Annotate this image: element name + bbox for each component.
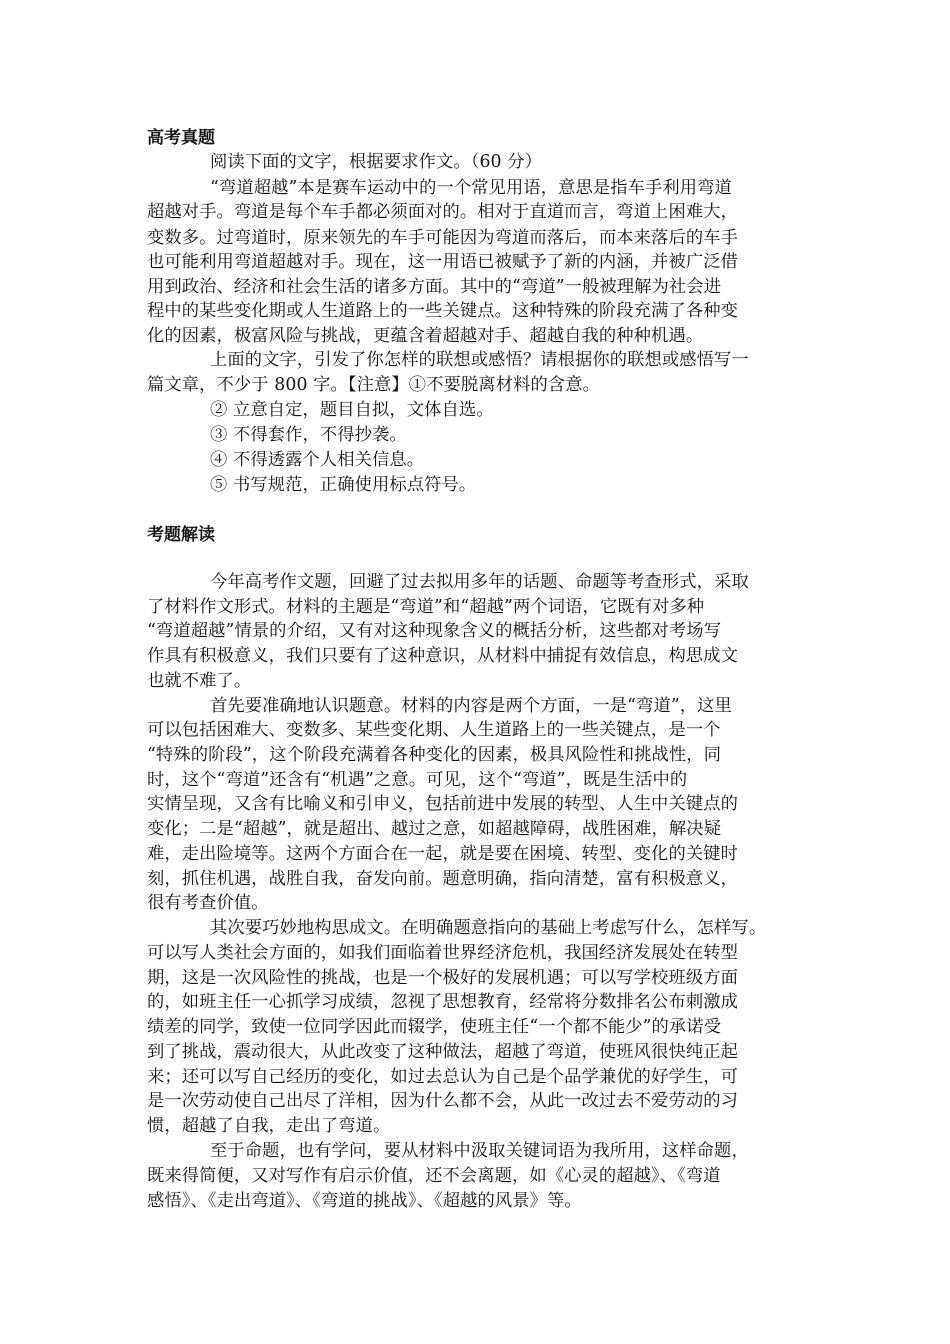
paragraph-line: 实情呈现，又含有比喻义和引申义，包括前进中发展的转型、人生中关键点的 <box>147 794 738 814</box>
paragraph-line: 化的因素，极富风险与挑战，更蕴含着超越对手、超越自我的种种机遇。 <box>147 326 704 346</box>
paragraph-line: 很有考查价值。 <box>147 893 269 913</box>
paragraph-line: 了材料作文形式。材料的主题是“弯道”和“超越”两个词语，它既有对多种 <box>147 597 705 617</box>
paragraph-line: 来；还可以写自己经历的变化，如过去总认为自己是个品学兼优的好学生，可 <box>147 1067 738 1087</box>
paragraph-line: “特殊的阶段”，这个阶段充满着各种变化的因素，极具风险性和挑战性，同 <box>147 745 722 765</box>
paragraph-line: 变数多。过弯道时，原来领先的车手可能因为弯道而落后，而本来落后的车手 <box>147 228 738 248</box>
paragraph-line: 是一次劳动使自己出尽了洋相，因为什么都不会，从此一改过去不爱劳动的习 <box>147 1091 738 1111</box>
paragraph-line: 今年高考作文题，回避了过去拟用多年的话题、命题等考查形式，采取 <box>210 572 749 592</box>
paragraph-line: 程中的某些变化期或人生道路上的一些关键点。这种特殊的阶段充满了各种变 <box>147 301 738 321</box>
paragraph-line: 超越对手。弯道是每个车手都必须面对的。相对于直道而言，弯道上困难大， <box>147 202 738 222</box>
paragraph-line: 作具有积极意义，我们只要有了这种意识，从材料中捕捉有效信息，构思成文 <box>147 646 738 666</box>
paragraph-line: 至于命题，也有学问，要从材料中汲取关键词语为我所用，这样命题， <box>210 1141 749 1161</box>
paragraph-line: 绩差的同学，致使一位同学因此而辍学，使班主任“一个都不能少”的承诺受 <box>147 1017 722 1037</box>
paragraph-line: 时，这个“弯道”还含有“机遇”之意。可见，这个“弯道”，既是生活中的 <box>147 770 688 790</box>
paragraph-line: 感悟》、《走出弯道》、《弯道的挑战》、《超越的风景》等。 <box>147 1191 582 1211</box>
paragraph-line: 惯，超越了自我，走出了弯道。 <box>147 1116 391 1136</box>
paragraph-line: 难，走出险境等。这两个方面合在一起，就是要在困境、转型、变化的关键时 <box>147 844 738 864</box>
paragraph-line: 期，这是一次风险性的挑战，也是一个极好的发展机遇；可以写学校班级方面 <box>147 968 738 988</box>
paragraph-line: 到了挑战，震动很大，从此改变了这种做法，超越了弯道，使班风很快纯正起 <box>147 1042 738 1062</box>
paragraph-line: 用到政治、经济和社会生活的诸多方面。其中的“弯道”一般被理解为社会进 <box>147 277 722 297</box>
section-heading-exam-question: 高考真题 <box>147 128 215 148</box>
note-item: ④ 不得透露个人相关信息。 <box>210 450 425 470</box>
note-item: ③ 不得套作，不得抄袭。 <box>210 425 407 445</box>
paragraph-line: 的，如班主任一心抓学习成绩，忽视了思想教育，经常将分数排名公布刺激成 <box>147 992 738 1012</box>
paragraph-line: 既来得简便，又对写作有启示价值，还不会离题，如《心灵的超越》、《弯道 <box>147 1166 721 1186</box>
note-item: ② 立意自定，题目自拟，文体自选。 <box>210 400 494 420</box>
paragraph-line: “弯道超越”情景的介绍，又有对这种现象含义的概括分析，这些都对考场写 <box>147 621 722 641</box>
paragraph-line: 也可能利用弯道超越对手。现在，这一用语已被赋予了新的内涵，并被广泛借 <box>147 252 738 272</box>
section-heading-analysis: 考题解读 <box>147 525 215 545</box>
paragraph-line: 阅读下面的文字，根据要求作文。（60 分） <box>210 152 543 172</box>
paragraph-line: 可以写人类社会方面的，如我们面临着世界经济危机，我国经济发展处在转型 <box>147 943 738 963</box>
paragraph-line: 变化；二是“超越”，就是超出、越过之意，如超越障碍，战胜困难，解决疑 <box>147 819 722 839</box>
paragraph-line: 上面的文字，引发了你怎样的联想或感悟？请根据你的联想或感悟写一 <box>210 350 749 370</box>
paragraph-line: 其次要巧妙地构思成文。在明确题意指向的基础上考虑写什么，怎样写。 <box>210 918 767 938</box>
paragraph-line: 篇文章，不少于 800 字。【注意】①不要脱离材料的含意。 <box>147 375 600 395</box>
paragraph-line: 可以包括困难大、变数多、某些变化期、人生道路上的一些关键点，是一个 <box>147 720 721 740</box>
paragraph-line: 也就不难了。 <box>147 671 252 691</box>
paragraph-line: “弯道超越”本是赛车运动中的一个常见用语，意思是指车手利用弯道 <box>210 178 732 198</box>
note-item: ⑤ 书写规范，正确使用标点符号。 <box>210 475 477 495</box>
paragraph-line: 刻，抓住机遇，战胜自我，奋发向前。题意明确，指向清楚，富有积极意义， <box>147 869 738 889</box>
paragraph-line: 首先要准确地认识题意。材料的内容是两个方面，一是“弯道”，这里 <box>210 696 732 716</box>
